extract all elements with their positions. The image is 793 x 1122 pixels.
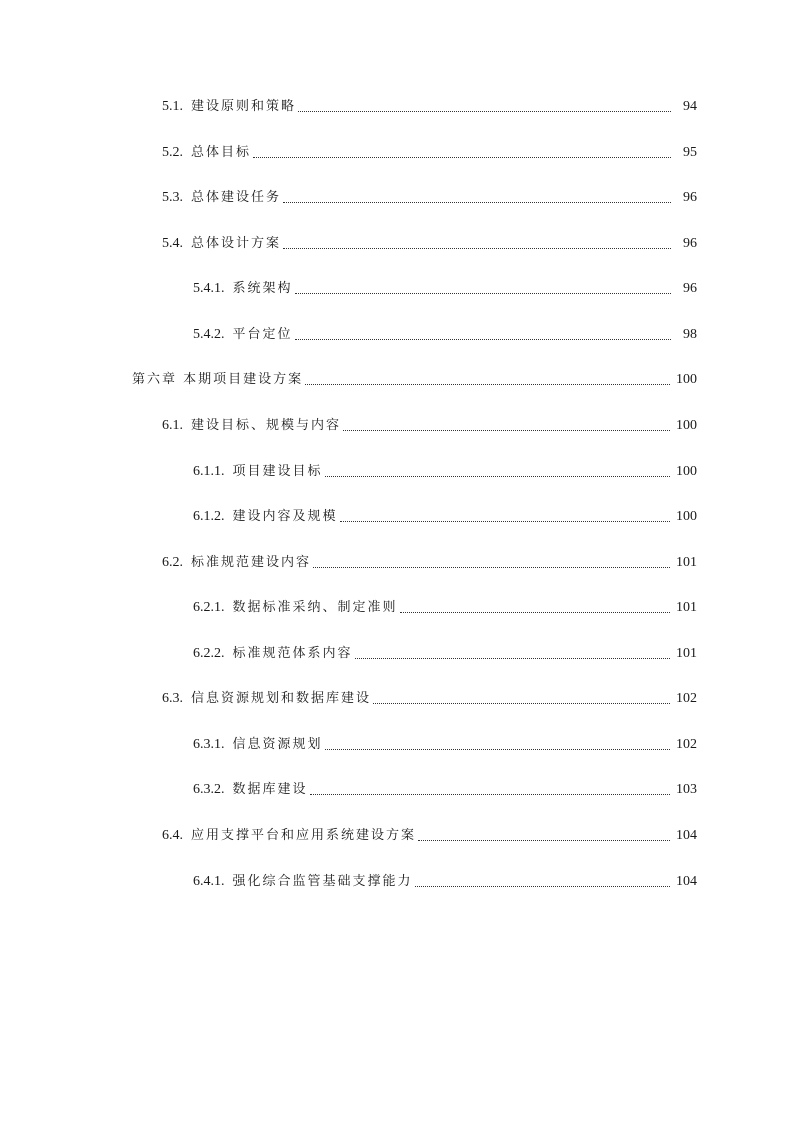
- toc-entry-title: 项目建设目标: [232, 464, 323, 479]
- toc-entry-number: 6.2.1.: [193, 600, 225, 615]
- dot-leader: [283, 247, 671, 249]
- toc-entry-number: 6.3.1.: [193, 737, 225, 752]
- toc-entry-number: 5.3.: [162, 190, 183, 205]
- toc-entry-number: 5.4.2.: [193, 327, 225, 342]
- toc-entry-number: 6.4.1.: [193, 874, 225, 889]
- toc-entry-5-3[interactable]: [162, 186, 697, 206]
- toc-entry-title: 总体建设任务: [191, 190, 282, 205]
- toc-entry-number: 6.1.1.: [193, 464, 225, 479]
- dot-leader: [283, 201, 671, 203]
- dot-leader: [400, 611, 670, 613]
- dot-leader: [343, 429, 670, 431]
- toc-entry-5-1[interactable]: [162, 95, 697, 115]
- dot-leader: [373, 702, 670, 704]
- toc-entry-title: 总体设计方案: [191, 236, 282, 251]
- toc-entry-title: 信息资源规划和数据库建设: [191, 691, 372, 706]
- toc-entry-page: 95: [683, 145, 697, 160]
- toc-entry-number: 6.2.2.: [193, 646, 225, 661]
- toc-entry-5-2[interactable]: [162, 141, 697, 161]
- toc-entry-title: 建设内容及规模: [232, 509, 338, 524]
- toc-entry-page: 94: [683, 99, 697, 114]
- dot-leader: [313, 566, 670, 568]
- dot-leader: [295, 338, 671, 340]
- toc-entry-page: 96: [683, 190, 697, 205]
- toc-entry-number: 6.2.: [162, 555, 183, 570]
- toc-entry-page: 101: [676, 555, 697, 570]
- dot-leader: [355, 657, 670, 659]
- toc-entry-title: 标准规范建设内容: [191, 555, 312, 570]
- dot-leader: [340, 520, 670, 522]
- dot-leader: [325, 748, 670, 750]
- dot-leader: [305, 383, 670, 385]
- toc-entry-page: 100: [676, 372, 697, 387]
- toc-entry-page: 100: [676, 464, 697, 479]
- toc-entry-title: 系统架构: [232, 281, 293, 296]
- toc-entry-6-4[interactable]: [162, 824, 697, 844]
- toc-entry-chapter-6[interactable]: [132, 368, 697, 388]
- toc-entry-page: 101: [676, 646, 697, 661]
- toc-entry-page: 100: [676, 509, 697, 524]
- toc-entry-5-4[interactable]: [162, 232, 697, 252]
- toc-entry-page: 96: [683, 236, 697, 251]
- toc-entry-number: 5.4.1.: [193, 281, 225, 296]
- toc-entry-title: 标准规范体系内容: [232, 646, 353, 661]
- toc-entry-title: 建设原则和策略: [191, 99, 297, 114]
- toc-entry-6-3-2[interactable]: [193, 778, 697, 798]
- toc-entry-page: 98: [683, 327, 697, 342]
- toc-entry-number: 5.2.: [162, 145, 183, 160]
- toc-entry-title: 信息资源规划: [232, 737, 323, 752]
- toc-entry-number: 6.3.: [162, 691, 183, 706]
- toc-entry-number: 6.4.: [162, 828, 183, 843]
- toc-entry-6-4-1[interactable]: [193, 870, 697, 890]
- toc-entry-page: 102: [676, 737, 697, 752]
- toc-entry-6-3[interactable]: [162, 687, 697, 707]
- dot-leader: [418, 839, 670, 841]
- dot-leader: [253, 156, 671, 158]
- toc-entry-title: 总体目标: [191, 145, 252, 160]
- toc-entry-5-4-1[interactable]: [193, 277, 697, 297]
- toc-entry-6-2-2[interactable]: [193, 642, 697, 662]
- toc-entry-title: 数据标准采纳、制定准则: [232, 600, 398, 615]
- toc-entry-6-2[interactable]: [162, 551, 697, 571]
- dot-leader: [295, 292, 671, 294]
- toc-entry-6-1-2[interactable]: [193, 505, 697, 525]
- toc-entry-6-1[interactable]: [162, 414, 697, 434]
- toc-entry-6-1-1[interactable]: [193, 460, 697, 480]
- toc-entry-title: 第六章 本期项目建设方案: [132, 372, 304, 387]
- toc-entry-page: 96: [683, 281, 697, 296]
- toc-entry-page: 101: [676, 600, 697, 615]
- toc-entry-number: 5.4.: [162, 236, 183, 251]
- toc-entry-number: 6.1.2.: [193, 509, 225, 524]
- dot-leader: [415, 885, 670, 887]
- toc-entry-5-4-2[interactable]: [193, 323, 697, 343]
- toc-entry-number: 6.3.2.: [193, 782, 225, 797]
- toc-entry-title: 数据库建设: [232, 782, 308, 797]
- toc-entry-number: 6.1.: [162, 418, 183, 433]
- toc-entry-title: 平台定位: [232, 327, 293, 342]
- toc-entry-title: 建设目标、规模与内容: [191, 418, 342, 433]
- toc-entry-title: 应用支撑平台和应用系统建设方案: [191, 828, 417, 843]
- toc-entry-page: 102: [676, 691, 697, 706]
- dot-leader: [310, 793, 670, 795]
- toc-entry-6-2-1[interactable]: [193, 596, 697, 616]
- dot-leader: [298, 110, 671, 112]
- dot-leader: [325, 475, 670, 477]
- toc-entry-title: 强化综合监管基础支撑能力: [232, 874, 413, 889]
- toc-entry-number: 5.1.: [162, 99, 183, 114]
- toc-entry-page: 103: [676, 782, 697, 797]
- toc-entry-6-3-1[interactable]: [193, 733, 697, 753]
- toc-entry-page: 104: [676, 828, 697, 843]
- toc-entry-page: 100: [676, 418, 697, 433]
- toc-entry-page: 104: [676, 874, 697, 889]
